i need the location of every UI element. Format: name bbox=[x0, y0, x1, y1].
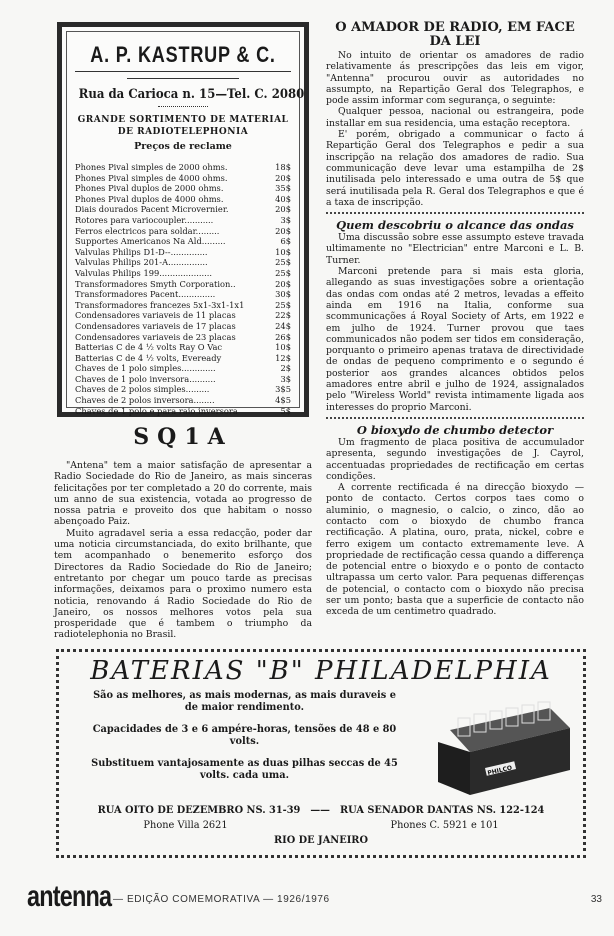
kastrup-advertisement bbox=[57, 22, 309, 417]
price-list-item bbox=[75, 300, 291, 311]
price-list-item bbox=[75, 215, 291, 226]
item-name: Transformadores Smyth Corporation.. bbox=[75, 278, 236, 289]
price-list-item bbox=[75, 268, 291, 279]
article-title: O bioxydo de chumbo detector bbox=[356, 422, 554, 437]
item-price: 3$ bbox=[280, 214, 291, 225]
item-name: Phones Pival simples de 4000 ohms. bbox=[75, 172, 228, 183]
ad-line: de maior rendimento. bbox=[184, 702, 305, 713]
philadelphia-advertisement bbox=[56, 649, 586, 858]
item-price: 26$ bbox=[275, 331, 291, 342]
ad-text bbox=[67, 690, 422, 782]
article-title: SQ1A bbox=[133, 424, 233, 450]
ad-phone: Phone Villa 2621 bbox=[143, 820, 228, 831]
paragraph: Marconi pretende para si mais esta gloria, allegando as suas investigações sobre a orientação das ondas com ondas até 2 metros, levadas a effeito ainda em 1916 na Italia, conforme sua scommunicações á Royal Society of Arts, em 1922 e em julho de 1924. Turner provou que taes communicados não podem ser tidos em consideração, porquanto o primeiro apenas tratava de directividade de ondas de pequeno comprimento e o segundo é posterior aos grandes alcances obtidos pelos amadores entre abril e julho de 1924, assignalados pelo "Wireless World" revista intimamente ligada aos interesses do proprio Marconi. bbox=[326, 266, 584, 413]
ad-line: volts. bbox=[229, 736, 260, 747]
prices-label: Preços de reclame bbox=[134, 141, 232, 152]
item-price: 2$ bbox=[280, 363, 291, 374]
article-amador bbox=[326, 21, 584, 214]
article-sq1a bbox=[54, 424, 312, 641]
battery-illustration bbox=[430, 690, 575, 798]
ad-subtitle bbox=[67, 114, 299, 138]
price-list-item bbox=[75, 321, 291, 332]
item-name: Chaves de 1 polo inversora.......... bbox=[75, 373, 216, 384]
item-price: 25$ bbox=[275, 299, 291, 310]
price-list-item bbox=[75, 395, 291, 406]
ad-line: volts. cada uma. bbox=[200, 770, 289, 781]
item-name: Chaves de 1 polo e para raio inversora bbox=[75, 405, 238, 416]
ad-separator: —— bbox=[310, 805, 330, 816]
article-title: Quem descobriu o alcance das ondas bbox=[336, 218, 574, 233]
item-price: 4$5 bbox=[275, 395, 291, 406]
paragraph: "Antena" tem a maior satisfação de apresentar a Radio Sociedade do Rio de Janeiro, as mais sinceras felicitações por ter completado a 20 do corrente, mais um anno de sua existencia, votada ao progresso de nossa patria e proveito dos que habitam o nosso abençoado Paiz. bbox=[54, 460, 312, 528]
item-price: 22$ bbox=[275, 310, 291, 321]
price-list-item bbox=[75, 236, 291, 247]
item-price: 20$ bbox=[275, 278, 291, 289]
ad-address: RUA OITO DE DEZEMBRO NS. 31-39 bbox=[97, 805, 301, 816]
paragraph: A corrente rectificada é na direcção bioxydo — ponto de contacto. Certos corpos taes como o aluminio, o magnesio, o calcio, o zinco, dão ao contacto com o bioxydo de chumbo franca rectificação. A platina, ouro, prata, nickel, cobre e ferro exigem um contacto extremamente leve. A propriedade de rectificação cessa quando a differença de potencial entre o bioxydo e o ponto de contacto ultrapassa um certo valor. Para pequenas differenças de potencial, o contacto com o bioxydo não precisa ser um ponto; basta que a superficie de contacto não exceda de um centimetro quadrado. bbox=[326, 482, 584, 618]
item-price: 24$ bbox=[275, 320, 291, 331]
price-list-item bbox=[75, 310, 291, 321]
paragraph: Uma discussão sobre esse assumpto esteve travada ultimamente no "Electrician" entre Marconi e L. B. Turner. bbox=[326, 232, 584, 266]
ad-phone-row bbox=[67, 819, 575, 832]
item-price: 20$ bbox=[275, 172, 291, 183]
ad-body bbox=[67, 690, 575, 798]
divider bbox=[158, 106, 208, 107]
ad-address: RUA SENADOR DANTAS NS. 122-124 bbox=[339, 805, 545, 816]
ad-city: RIO DE JANEIRO bbox=[274, 835, 368, 846]
price-list-item bbox=[75, 384, 291, 395]
page-number: 33 bbox=[590, 894, 602, 905]
price-list-item bbox=[75, 226, 291, 237]
price-list-item bbox=[75, 363, 291, 374]
item-name: Diais dourados Pacent Microvernier. bbox=[75, 204, 229, 215]
article-body bbox=[326, 437, 584, 618]
item-name: Chaves de 1 polo simples............. bbox=[75, 363, 216, 374]
item-price: 35$ bbox=[275, 183, 291, 194]
price-list bbox=[75, 162, 291, 416]
item-name: Ferros electricos para soldar......... bbox=[75, 225, 220, 236]
item-price: 40$ bbox=[275, 193, 291, 204]
article-body bbox=[326, 50, 584, 208]
price-list-item bbox=[75, 279, 291, 290]
ad-line: Capacidades de 3 e 6 ampére-horas, tensões de 48 e 80 bbox=[92, 724, 397, 735]
divider bbox=[326, 208, 584, 214]
article-quem-descobriu bbox=[326, 218, 584, 419]
ad-title: BATERIAS "B" PHILADELPHIA bbox=[90, 656, 552, 686]
item-price: 3$5 bbox=[275, 384, 291, 395]
item-name: Transformadores francezes 5x1-3x1-1x1 bbox=[75, 299, 245, 310]
item-name: Chaves de 2 polos simples......... bbox=[75, 384, 210, 395]
ad-address-row bbox=[67, 804, 575, 817]
item-name: Condensadores variaveis de 11 placas bbox=[75, 310, 236, 321]
item-price: 10$ bbox=[275, 246, 291, 257]
item-price: 10$ bbox=[275, 342, 291, 353]
item-name: Phones Pival duplos de 2000 ohms. bbox=[75, 183, 224, 194]
page-footer bbox=[27, 880, 602, 915]
price-list-item bbox=[75, 332, 291, 343]
ad-phone: Phones C. 5921 e 101 bbox=[390, 820, 499, 831]
price-list-item bbox=[75, 257, 291, 268]
item-price: 30$ bbox=[275, 289, 291, 300]
item-price: 18$ bbox=[275, 162, 291, 172]
divider bbox=[127, 78, 239, 79]
item-name: Valvulas Philips 201-A............... bbox=[75, 257, 208, 268]
item-price: 6$ bbox=[280, 236, 291, 247]
price-list-item bbox=[75, 342, 291, 353]
item-name: Valvulas Philips D1-D--.............. bbox=[75, 246, 208, 257]
divider bbox=[326, 413, 584, 419]
article-title: O AMADOR DE RADIO, EM FACE DA LEI bbox=[335, 20, 575, 49]
ad-title: A. P. KASTRUP & C. bbox=[90, 42, 276, 67]
ad-subtitle-line: GRANDE SORTIMENTO DE MATERIAL bbox=[77, 115, 289, 125]
item-price: 12$ bbox=[275, 352, 291, 363]
item-name: Condensadores variaveis de 17 placas bbox=[75, 320, 236, 331]
price-list-item bbox=[75, 289, 291, 300]
item-name: Phones Pival simples de 2000 ohms. bbox=[75, 162, 228, 172]
paragraph: E' porém, obrigado a communicar o facto á Repartição Geral dos Telegraphos e pedir a sua inscripção na relação dos amadores de radio. Sua communicação deve levar uma estampilha de 2$ inutilisada pelo interessado e uma outra de 5$ que será inutilisada pela R. Geral dos Telegraphos e que é a taxa de inscripção. bbox=[326, 129, 584, 208]
item-name: Rotores para variocoupler........... bbox=[75, 214, 214, 225]
paragraph: No intuito de orientar os amadores de radio relativamente ás prescripções das leis em vigor, "Antenna" procurou ouvir as autoridades no assumpto, na Repartição Geral dos Telegraphos, e pode assim informar com segurança, o seguinte: bbox=[326, 50, 584, 107]
price-list-item bbox=[75, 194, 291, 205]
item-name: Condensadores variaveis de 23 placas bbox=[75, 331, 236, 342]
magazine-logo: antenna bbox=[27, 880, 112, 913]
battery-side bbox=[438, 742, 470, 795]
ad-line: São as melhores, as mais modernas, as mais duraveis e bbox=[93, 690, 396, 701]
edition-label: — EDIÇÃO COMEMORATIVA — 1926/1976 bbox=[113, 894, 330, 905]
item-price: 3$ bbox=[280, 373, 291, 384]
paragraph: Qualquer pessoa, nacional ou estrangeira, pode installar em sua residencia, uma estação receptora. bbox=[326, 106, 584, 129]
price-list-item bbox=[75, 247, 291, 258]
item-price: 25$ bbox=[275, 267, 291, 278]
price-list-item bbox=[75, 406, 291, 417]
item-price: 20$ bbox=[275, 204, 291, 215]
price-list-item bbox=[75, 183, 291, 194]
paragraph: Muito agradavel seria a essa redacção, poder dar uma noticia circumstanciada, do exito brilhante, que tem acompanhado o benemerito esforço dos Directores da Radio Sociedade do Rio de Janeiro; entretanto por chegar um pouco tarde as precisas informações, deixamos para o proximo numero esta noticia, renovando á Radio Sociedade do Rio de Janeiro, os nossos melhores votos pela sua prosperidade que é tambem o triumpho da radiotelephonia no Brasil. bbox=[54, 527, 312, 641]
price-list-item bbox=[75, 204, 291, 215]
divider bbox=[75, 71, 291, 72]
item-name: Batterias C de 4 ½ volts, Eveready bbox=[75, 352, 222, 363]
article-body bbox=[54, 460, 312, 641]
item-name: Chaves de 2 polos inversora........ bbox=[75, 395, 215, 406]
right-column bbox=[326, 21, 584, 618]
ad-line: Substituem vantajosamente as duas pilhas seccas de 45 bbox=[91, 758, 398, 769]
ad-inner-border bbox=[66, 31, 305, 416]
item-name: Supportes Americanos Na Ald......... bbox=[75, 236, 226, 247]
article-body bbox=[326, 232, 584, 413]
article-bioxydo bbox=[326, 423, 584, 618]
battery-label: PHILCO bbox=[486, 764, 513, 777]
item-price: 25$ bbox=[275, 257, 291, 268]
item-name: Valvulas Philips 199.................... bbox=[75, 267, 213, 278]
item-name: Phones Pival duplos de 4000 ohms. bbox=[75, 193, 224, 204]
price-list-item bbox=[75, 173, 291, 184]
paragraph: Um fragmento de placa positiva de accumulador apresenta, segundo investigações de J. Cayrol, accentuadas propriedades de rectificação em certas condições. bbox=[326, 436, 584, 482]
price-list-item bbox=[75, 374, 291, 385]
item-price: 20$ bbox=[275, 225, 291, 236]
price-list-item bbox=[75, 162, 291, 173]
item-name: Transformadores Pacent.............. bbox=[75, 289, 216, 300]
item-price: 5$ bbox=[280, 405, 291, 416]
ad-subtitle-line: DE RADIOTELEPHONIA bbox=[117, 127, 249, 137]
ad-address: Rua da Carioca n. 15—Tel. C. 2080 bbox=[78, 87, 305, 102]
price-list-item bbox=[75, 353, 291, 364]
item-name: Batterias C de 4 ½ volts Ray O Vac bbox=[75, 342, 223, 353]
